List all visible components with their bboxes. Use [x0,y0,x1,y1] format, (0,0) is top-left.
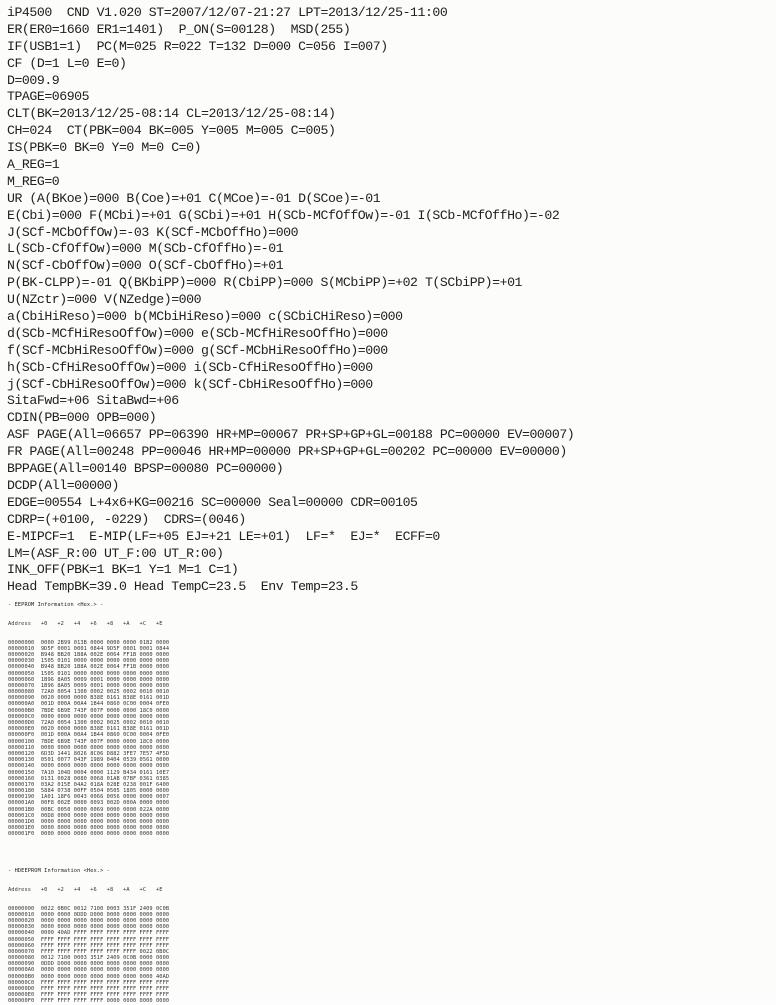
hdeeprom-row: 000000B0 0000 0000 0000 0000 0000 0000 0000 40AD [8,973,170,980]
eeprom-row: 00000020 B948 BB20 1B8A 002E 0064 FF1B 0000 0000 [8,651,170,658]
printer-status-report [7,5,772,596]
eeprom-title: - EEPROM Information <Hex.> - [8,602,104,609]
eeprom-row: 000001F0 0000 0000 0000 0000 0000 0000 0000 0000 [8,831,170,838]
hdeeprom-title: - HDEEPROM Information <Hex.> - [8,868,110,875]
status-line: IF(USB1=1) PC(M=025 R=022 T=132 D=000 C=056 I=007) [7,38,388,54]
hdeeprom-row: 000000E0 FFFF FFFF FFFF FFFF FFFF FFFF FFFF FFFF [8,992,170,999]
eeprom-header: Address +0 +2 +4 +6 +8 +A +C +E [8,621,163,627]
status-line: P(BK-CLPP)=-01 Q(BKbiPP)=000 R(CbiPP)=000 S(MCbiPP)=+02 T(SCbiPP)=+01 [7,275,523,291]
hdeeprom-row: 00000000 0022 0B0C 0012 7100 0003 351F 2409 0C0B [8,905,170,912]
eeprom-rows [8,639,170,838]
status-line: CF (D=1 L=0 E=0) [7,55,127,71]
status-line: ER(ER0=1660 ER1=1401) P_ON(S=00128) MSD(255) [7,21,351,37]
eeprom-dump [8,590,170,838]
hdeeprom-row: 00000050 FFFF FFFF FFFF FFFF FFFF FFFF FFFF FFFF [8,936,170,943]
status-line: N(SCf-CbOffOw)=000 O(SCf-CbOffHo)=+01 [7,258,284,274]
eeprom-row: 00000100 7BDE 6B9E 743F 007F 0000 0000 18C0 0000 [8,738,170,745]
status-line: J(SCf-MCbOffOw)=-03 K(SCf-MCbOffHo)=000 [7,224,299,240]
eeprom-row: 00000090 0020 0000 0000 B38E 0161 B38E 0161 001D [8,695,170,702]
status-line: M_REG=0 [7,173,60,189]
eeprom-row: 00000130 0501 0077 043F 1989 0404 0539 0561 0000 [8,757,170,764]
hdeeprom-row: 00000010 0000 0000 0DDD D000 0000 0000 0000 0000 [8,911,170,918]
status-line: CDRP=(+0100, -0229) CDRS=(0046) [7,511,246,527]
hdeeprom-row: 00000070 FFFF FFFF FFFF FFFF FFFF FFFF 0022 0B0C [8,948,170,955]
eeprom-row: 000001D0 0000 0000 0000 0000 0000 0000 0000 0000 [8,819,170,826]
eeprom-row: 000000E0 0020 0000 0000 B38E 0161 B38E 0161 001D [8,726,170,733]
eeprom-row: 000000D0 72A0 0054 1300 0002 0025 0002 0010 0010 [8,720,170,727]
status-line: U(NZctr)=000 V(NZedge)=000 [7,292,202,308]
status-line: CH=024 CT(PBK=004 BK=005 Y=005 M=005 C=005) [7,123,336,139]
status-line: BPPAGE(All=00140 BPSP=00080 PC=00000) [7,461,284,477]
status-line: LM=(ASF_R:00 UT_F:00 UT_R:00) [7,545,224,561]
status-line: EDGE=00554 L+4x6+KG=00216 SC=00000 Seal=00000 CDR=00105 [7,494,418,510]
status-line: ASF PAGE(All=06657 PP=06390 HR+MP=00067 PR+SP+GP+GL=00188 PC=00000 EV=00007) [7,427,575,443]
status-line: h(SCb-CfHiResoOffOw)=000 i(SCb-CfHiResoOffHo)=000 [7,359,373,375]
eeprom-row: 000000F0 001D 000A 00A4 1B44 0860 0C00 0004 0FE0 [8,732,170,739]
status-line: Head TempBK=39.0 Head TempC=23.5 Env Temp=23.5 [7,579,358,595]
status-line: j(SCf-CbHiResoOffOw)=000 k(SCf-CbHiResoOffHo)=000 [7,376,373,392]
status-line: TPAGE=06905 [7,89,90,105]
status-line: E(Cbi)=000 F(MCbi)=+01 G(SCbi)=+01 H(SCb-MCfOffOw)=-01 I(SCb-MCfOffHo)=-02 [7,207,560,223]
eeprom-row: 00000170 03A2 015E 04A2 018A 028E 0238 001F 6400 [8,781,170,788]
status-line: CDIN(PB=000 OPB=000) [7,410,157,426]
status-line: f(SCf-MCbHiResoOffOw)=000 g(SCf-MCbHiResoOffHo)=000 [7,342,388,358]
hdeeprom-rows [8,905,170,1005]
eeprom-row: 000000A0 001D 000A 00A4 1B44 0860 0C00 0004 0FE0 [8,701,170,708]
eeprom-row: 00000140 0000 0000 0000 0000 0000 0000 0000 0000 [8,763,170,770]
eeprom-row: 00000160 0131 0028 0080 0068 01AB 07BF 0361 0385 [8,775,170,782]
status-line: E-MIPCF=1 E-MIP(LF=+05 EJ=+21 LE=+01) LF=* EJ=* ECFF=0 [7,528,440,544]
eeprom-row: 00000010 9D5F 0001 0001 0844 9D5F 0001 0001 0844 [8,645,170,652]
status-line: iP4500 CND V1.020 ST=2007/12/07-21:27 LPT=2013/12/25-11:00 [7,5,448,20]
eeprom-row: 00000120 6D3D 1441 8026 8C06 D882 3FE7 7E57 4F5D [8,750,170,757]
status-line: FR PAGE(All=00248 PP=00046 HR+MP=00000 PR+SP+GP+GL=00202 PC=00000 EV=00000) [7,444,567,460]
eeprom-row: 000001A0 00F8 002E 0000 0093 002D 000A 0000 0000 [8,800,170,807]
eeprom-row: 00000030 1505 0101 0000 0000 0000 0000 0000 0000 [8,658,170,665]
hdeeprom-header: Address +0 +2 +4 +6 +8 +A +C +E [8,887,163,893]
status-line: d(SCb-MCfHiResoOffOw)=000 e(SCb-MCfHiResoOffHo)=000 [7,325,388,341]
eeprom-row: 00000060 1B96 8A05 0009 0001 0000 0000 0000 0000 [8,676,170,683]
eeprom-row: 00000080 72A0 0054 1300 0002 0025 0002 0010 0010 [8,689,170,696]
hdeeprom-row: 000000F0 FFFF FFFF FFFF FFFF 0000 0000 0000 0000 [8,998,170,1005]
status-line: DCDP(All=00000) [7,477,119,493]
status-line: a(CbiHiReso)=000 b(MCbiHiReso)=000 c(SCbiCHiReso)=000 [7,309,403,325]
eeprom-row: 000001E0 0000 0000 0000 0000 0000 0000 0000 0000 [8,825,170,832]
eeprom-row: 00000190 1A01 18F6 0043 0066 0056 0000 0000 0007 [8,794,170,801]
eeprom-row: 000000B0 7BDE 6B9E 743F 007F 0000 0000 18C0 0000 [8,707,170,714]
status-line: D=009.9 [7,72,60,88]
eeprom-row: 00000110 0000 0000 0000 0000 0000 0000 0000 0000 [8,744,170,751]
eeprom-row: 00000180 5884 0738 00FF 0504 0505 1805 0000 0000 [8,788,170,795]
eeprom-row: 00000000 0000 2B99 013B 0000 0000 0000 01B2 0000 [8,639,170,646]
hdeeprom-dump [8,856,170,1005]
eeprom-row: 00000050 1505 0101 0000 0000 0000 0000 0000 0000 [8,670,170,677]
status-line: IS(PBK=0 BK=0 Y=0 M=0 C=0) [7,140,202,156]
hdeeprom-row: 00000090 0DDD D000 0000 0000 0000 0000 0000 0000 [8,961,170,968]
hdeeprom-row: 000000A0 0000 0000 0000 0000 0000 0000 0000 0000 [8,967,170,974]
hdeeprom-row: 00000040 0000 40AD FFFF FFFF FFFF FFFF FFFF FFFF [8,930,170,937]
hdeeprom-row: 00000080 0012 7100 0003 351F 2409 0C0B 0000 0000 [8,955,170,962]
eeprom-row: 00000150 7A10 104D 0004 0000 1129 B434 0161 10E7 [8,769,170,776]
hdeeprom-row: 00000020 0000 0000 0000 0000 0000 0000 0000 0000 [8,917,170,924]
status-line: CLT(BK=2013/12/25-08:14 CL=2013/12/25-08:14) [7,106,336,122]
eeprom-row: 000000C0 0000 0000 0000 0000 0000 0000 0000 0000 [8,713,170,720]
status-line: A_REG=1 [7,157,60,173]
eeprom-row: 00000070 1B96 8A05 0009 0001 0000 0000 0000 0000 [8,682,170,689]
status-line: SitaFwd=+06 SitaBwd=+06 [7,393,179,409]
hdeeprom-row: 00000030 0000 0000 0000 0000 0000 0000 0000 0000 [8,924,170,931]
eeprom-row: 00000040 B948 BB20 1B8A 002E 0064 FF1B 0000 0000 [8,664,170,671]
hdeeprom-row: 000000D0 FFFF FFFF FFFF FFFF FFFF FFFF FFFF FFFF [8,986,170,993]
status-line: L(SCb-CfOffOw)=000 M(SCb-CfOffHo)=-01 [7,241,284,257]
eeprom-row: 000001C0 00D8 0000 0000 0000 0000 0000 0000 0000 [8,812,170,819]
status-line: UR (A(BKoe)=000 B(Coe)=+01 C(MCoe)=-01 D(SCoe)=-01 [7,190,381,206]
eeprom-row: 000001B0 00BC 0050 0000 0069 0000 0000 022A 0000 [8,806,170,813]
status-line: INK_OFF(PBK=1 BK=1 Y=1 M=1 C=1) [7,562,239,578]
hdeeprom-row: 000000C0 FFFF FFFF FFFF FFFF FFFF FFFF FFFF FFFF [8,979,170,986]
hdeeprom-row: 00000060 FFFF FFFF FFFF FFFF FFFF FFFF FFFF FFFF [8,942,170,949]
